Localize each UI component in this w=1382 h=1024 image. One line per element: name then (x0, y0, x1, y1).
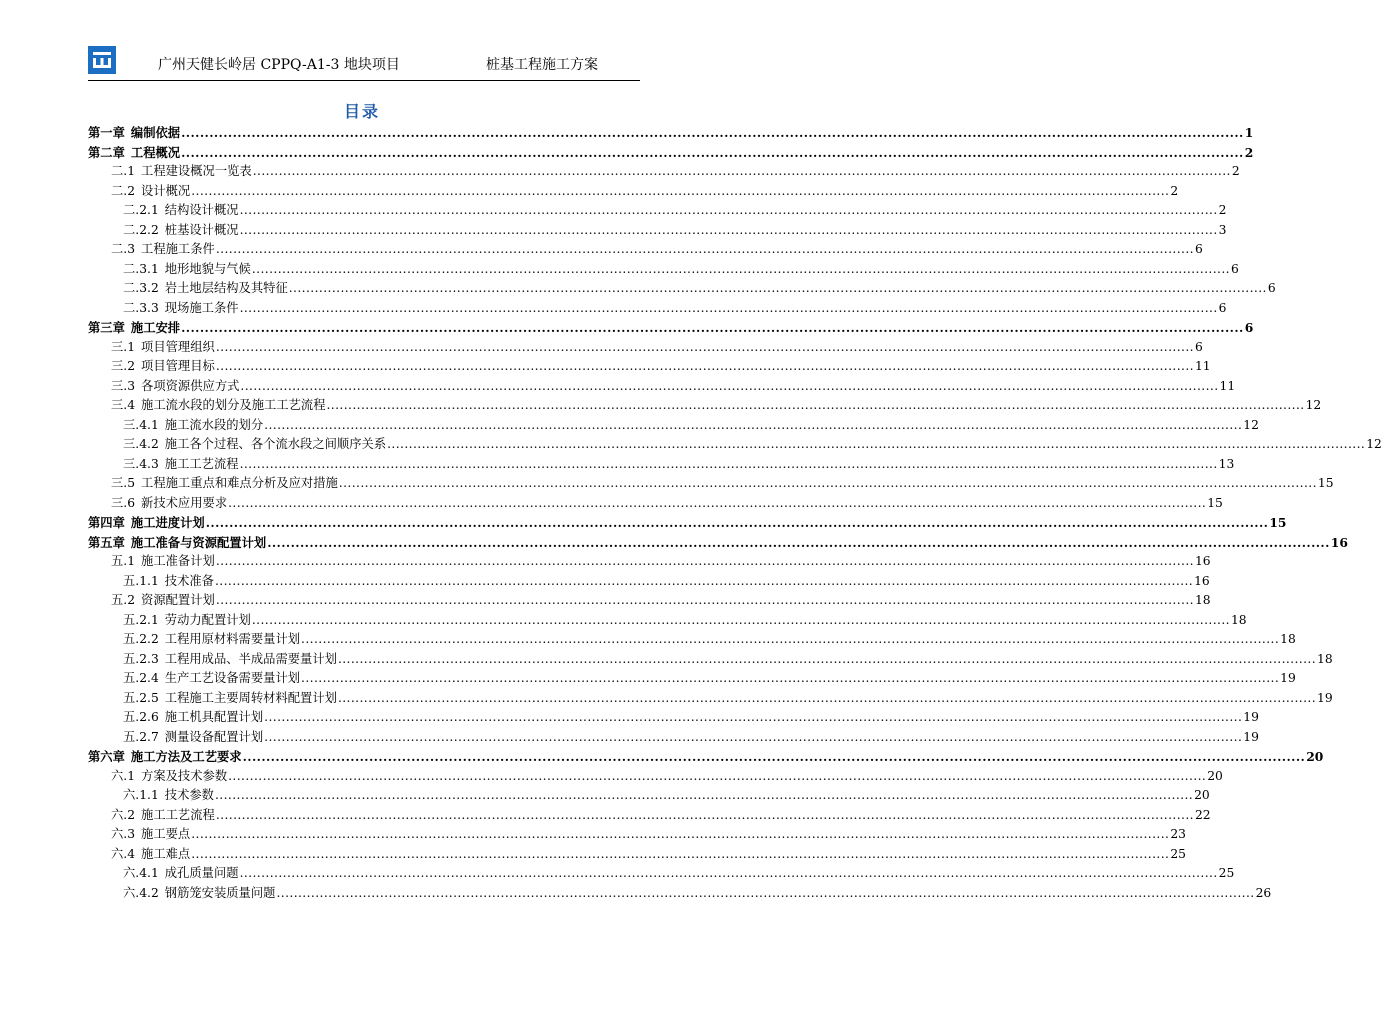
toc-entry-number: 二.3 (111, 242, 136, 256)
toc-entry-title: 施工各个过程、各个流水段之间顺序关系 (164, 437, 387, 451)
toc-entry-number: 五.2.2 (123, 632, 159, 646)
toc-entry-title: 施工工艺流程 (141, 807, 215, 822)
toc-dot-leader: ................................................................................................................................................................................................................................... (228, 495, 1207, 510)
toc-entry-number: 六.2 (111, 807, 136, 822)
toc-entry[interactable] (88, 435, 1382, 455)
toc-entry-number: 二.2 (111, 183, 136, 198)
toc-entry-page: 13 (1218, 456, 1235, 471)
toc-entry-page: 20 (1306, 749, 1324, 764)
toc-entry-title: 测量设备配置计划 (164, 729, 264, 744)
toc-dot-leader: ................................................................................................................................................................................................................................... (264, 417, 1243, 432)
toc-entry-page: 19 (1280, 671, 1296, 685)
toc-entry-title: 生产工艺设备需要量计划 (164, 671, 301, 685)
toc-entry[interactable] (88, 513, 1287, 533)
toc-entry-number: 五.1 (111, 554, 136, 568)
toc-entry-page: 20 (1207, 768, 1223, 783)
toc-entry-title: 结构设计概况 (164, 203, 239, 217)
toc-entry[interactable] (88, 630, 1296, 650)
toc-entry-title: 技术准备 (164, 573, 214, 588)
toc-dot-leader: ................................................................................................................................................................................................................................... (337, 651, 1317, 666)
toc-entry-number: 五.2.5 (123, 690, 159, 705)
toc-dot-leader: ................................................................................................................................................................................................................................... (215, 339, 1194, 354)
toc-entry-page: 11 (1219, 378, 1236, 393)
toc-entry[interactable] (88, 708, 1259, 728)
toc-entry-title: 劳动力配置计划 (164, 612, 251, 627)
toc-entry-page: 16 (1194, 573, 1210, 588)
toc-entry-page: 16 (1194, 554, 1211, 568)
toc-entry-title: 施工安排 (130, 320, 181, 335)
toc-entry[interactable] (88, 611, 1247, 631)
toc-entry[interactable] (88, 825, 1186, 845)
toc-entry[interactable] (88, 494, 1223, 514)
toc-entry[interactable] (88, 143, 1254, 163)
toc-entry-page: 22 (1194, 807, 1211, 822)
toc-dot-leader: ................................................................................................................................................................................................................................... (276, 885, 1255, 900)
toc-dot-leader: ................................................................................................................................................................................................................................... (239, 203, 1218, 217)
toc-dot-leader: ................................................................................................................................................................................................................................... (228, 768, 1207, 783)
toc-entry[interactable] (88, 845, 1186, 865)
toc-entry-page: 6 (1218, 300, 1227, 315)
toc-dot-leader: ................................................................................................................................................................................................................................... (215, 242, 1194, 256)
toc-entry[interactable] (88, 338, 1203, 358)
toc-entry[interactable] (88, 864, 1235, 884)
toc-entry-page: 15 (1317, 476, 1334, 490)
toc-entry-title: 施工难点 (141, 846, 191, 861)
toc-entry-title: 各项资源供应方式 (141, 378, 240, 393)
toc-dot-leader: ................................................................................................................................................................................................................................... (215, 359, 1194, 373)
toc-entry-number: 三.3 (111, 378, 136, 393)
toc-dot-leader: ................................................................................................................................................................................................................................... (264, 710, 1243, 724)
toc-dot-leader: ................................................................................................................................................................................................................................... (181, 125, 1244, 140)
toc-entry-number: 二.2.1 (123, 203, 159, 217)
toc-dot-leader: ................................................................................................................................................................................................................................... (181, 320, 1244, 335)
toc-entry-title: 编制依据 (130, 125, 181, 140)
toc-entry[interactable] (88, 669, 1296, 689)
toc-dot-leader: ................................................................................................................................................................................................................................... (191, 846, 1170, 861)
toc-dot-leader: ................................................................................................................................................................................................................................... (214, 788, 1194, 802)
toc-entry-page: 6 (1194, 339, 1203, 354)
toc-entry-page: 18 (1230, 612, 1247, 627)
toc-entry-page: 6 (1194, 242, 1203, 256)
toc-entry[interactable] (88, 416, 1259, 436)
toc-dot-leader: ................................................................................................................................................................................................................................... (239, 300, 1218, 315)
toc-dot-leader: ................................................................................................................................................................................................................................... (387, 437, 1366, 451)
toc-entry-title: 项目管理组织 (141, 339, 215, 354)
toc-entry-number: 三.4 (111, 398, 136, 412)
toc-dot-leader: ................................................................................................................................................................................................................................... (214, 573, 1194, 588)
toc-entry-number: 三.5 (111, 476, 136, 490)
toc-entry[interactable] (88, 786, 1210, 806)
toc-entry-title: 工程建设概况一览表 (141, 164, 252, 178)
toc-entry-title: 施工要点 (141, 827, 191, 841)
company-logo-icon (88, 46, 116, 74)
toc-entry[interactable] (88, 728, 1259, 748)
toc-entry-page: 12 (1243, 417, 1259, 432)
toc-entry[interactable] (88, 806, 1211, 826)
toc-entry-number: 五.2.1 (123, 612, 159, 627)
table-of-contents (88, 123, 1382, 903)
toc-entry-number: 三.4.2 (123, 437, 159, 451)
toc-entry[interactable] (88, 357, 1211, 377)
toc-entry-page: 19 (1317, 690, 1333, 705)
toc-entry-number: 三.6 (111, 495, 136, 510)
toc-entry[interactable] (88, 455, 1235, 475)
toc-entry-title: 施工准备计划 (141, 554, 215, 568)
toc-entry-title: 施工方法及工艺要求 (130, 749, 242, 764)
toc-entry-title: 工程用成品、半成品需要量计划 (164, 651, 337, 666)
toc-entry-page: 16 (1330, 534, 1348, 550)
toc-entry-number: 六.3 (111, 827, 136, 841)
toc-entry[interactable] (88, 884, 1272, 904)
toc-entry[interactable] (88, 279, 1276, 299)
toc-entry[interactable] (88, 182, 1179, 202)
toc-entry-page: 18 (1317, 651, 1333, 666)
toc-entry-number: 五.2.7 (123, 729, 159, 744)
toc-entry-title: 工程施工主要周转材料配置计划 (164, 690, 337, 705)
toc-entry-page: 1 (1244, 125, 1254, 140)
toc-entry-number: 三.4.3 (123, 456, 159, 471)
toc-entry-title: 施工准备与资源配置计划 (130, 534, 267, 550)
toc-entry-page: 12 (1366, 437, 1382, 451)
toc-entry-page: 6 (1244, 320, 1254, 335)
toc-entry-title: 工程概况 (130, 144, 181, 160)
toc-entry-number: 二.3.3 (123, 300, 159, 315)
toc-dot-leader: ................................................................................................................................................................................................................................... (267, 534, 1330, 550)
toc-entry-number: 第三章 (88, 320, 125, 335)
toc-entry-number: 六.4.2 (123, 885, 159, 900)
toc-dot-leader: ................................................................................................................................................................................................................................... (181, 144, 1244, 160)
toc-entry[interactable] (88, 572, 1210, 592)
toc-entry-page: 12 (1305, 398, 1322, 412)
toc-dot-leader: ................................................................................................................................................................................................................................... (215, 593, 1194, 607)
toc-dot-leader: ................................................................................................................................................................................................................................... (215, 807, 1194, 822)
toc-dot-leader: ................................................................................................................................................................................................................................... (338, 476, 1317, 490)
toc-entry[interactable] (88, 162, 1240, 182)
toc-entry-page: 18 (1280, 632, 1296, 646)
toc-entry-number: 五.2.4 (123, 671, 159, 685)
toc-dot-leader: ................................................................................................................................................................................................................................... (251, 612, 1230, 627)
toc-entry-page: 3 (1218, 222, 1227, 237)
toc-entry-number: 二.3.2 (123, 281, 159, 295)
toc-entry-number: 第五章 (88, 534, 125, 550)
toc-entry-title: 钢筋笼安装质量问题 (164, 885, 276, 900)
toc-entry-title: 工程施工重点和难点分析及应对措施 (141, 476, 338, 490)
toc-entry-number: 二.2.2 (123, 222, 159, 237)
toc-entry-page: 18 (1194, 593, 1211, 607)
toc-entry-number: 六.1.1 (123, 788, 159, 802)
toc-entry-page: 23 (1170, 827, 1186, 841)
header-project-name: 广州天健长岭居 CPPQ-A1-3 地块项目 (158, 57, 400, 73)
page-header (88, 44, 638, 82)
toc-dot-leader: ................................................................................................................................................................................................................................... (301, 671, 1280, 685)
toc-entry[interactable] (88, 767, 1223, 787)
toc-entry-number: 第一章 (88, 125, 125, 140)
toc-dot-leader: ................................................................................................................................................................................................................................... (191, 183, 1170, 198)
toc-entry-title: 岩土地层结构及其特征 (164, 281, 288, 295)
toc-entry-title: 工程施工条件 (141, 242, 215, 256)
toc-entry-page: 2 (1170, 183, 1179, 198)
toc-dot-leader: ................................................................................................................................................................................................................................... (191, 827, 1170, 841)
toc-entry-page: 6 (1267, 281, 1276, 295)
toc-entry-page: 2 (1231, 164, 1240, 178)
toc-dot-leader: ................................................................................................................................................................................................................................... (205, 515, 1269, 530)
toc-entry-title: 桩基设计概况 (164, 222, 239, 237)
toc-dot-leader: ................................................................................................................................................................................................................................... (251, 261, 1230, 276)
toc-entry-title: 技术参数 (164, 788, 214, 802)
header-divider (88, 80, 640, 81)
toc-entry-number: 三.4.1 (123, 417, 159, 432)
toc-dot-leader: ................................................................................................................................................................................................................................... (337, 690, 1317, 705)
toc-entry-title: 方案及技术参数 (141, 768, 228, 783)
toc-entry[interactable] (88, 689, 1333, 709)
toc-entry-page: 11 (1194, 359, 1211, 373)
toc-entry-title: 施工流水段的划分 (164, 417, 264, 432)
toc-dot-leader: ................................................................................................................................................................................................................................... (239, 222, 1218, 237)
toc-entry[interactable] (88, 260, 1239, 280)
toc-dot-leader: ................................................................................................................................................................................................................................... (301, 632, 1280, 646)
toc-entry[interactable] (88, 474, 1334, 494)
toc-entry-number: 六.4 (111, 846, 136, 861)
toc-entry-number: 五.2 (111, 593, 136, 607)
toc-entry-title: 资源配置计划 (141, 593, 215, 607)
toc-entry-title: 工程用原材料需要量计划 (164, 632, 301, 646)
toc-entry-title: 成孔质量问题 (164, 866, 239, 880)
toc-entry-number: 三.2 (111, 359, 136, 373)
toc-entry-number: 六.1 (111, 768, 136, 783)
toc-entry-title: 新技术应用要求 (141, 495, 228, 510)
toc-entry-title: 项目管理目标 (141, 359, 215, 373)
toc-entry[interactable] (88, 591, 1211, 611)
toc-title: 目录 (343, 102, 380, 121)
toc-entry-number: 六.4.1 (123, 866, 159, 880)
toc-entry-number: 二.1 (111, 164, 136, 178)
toc-entry-page: 26 (1255, 885, 1272, 900)
toc-dot-leader: ................................................................................................................................................................................................................................... (240, 378, 1219, 393)
toc-entry-page: 2 (1218, 203, 1227, 217)
toc-dot-leader: ................................................................................................................................................................................................................................... (239, 456, 1218, 471)
toc-entry-title: 现场施工条件 (164, 300, 239, 315)
toc-entry-page: 15 (1207, 495, 1223, 510)
toc-entry-page: 20 (1194, 788, 1210, 802)
toc-entry-page: 19 (1243, 729, 1259, 744)
toc-dot-leader: ................................................................................................................................................................................................................................... (288, 281, 1267, 295)
toc-entry[interactable] (88, 318, 1254, 338)
toc-dot-leader: ................................................................................................................................................................................................................................... (264, 729, 1243, 744)
toc-entry-number: 五.2.3 (123, 651, 159, 666)
toc-entry[interactable] (88, 201, 1227, 221)
toc-entry[interactable] (88, 377, 1236, 397)
toc-entry[interactable] (88, 552, 1211, 572)
toc-dot-leader: ................................................................................................................................................................................................................................... (242, 749, 1306, 764)
toc-entry-page: 2 (1244, 144, 1254, 160)
toc-entry-number: 三.1 (111, 339, 136, 354)
toc-entry-page: 6 (1230, 261, 1239, 276)
toc-entry[interactable] (88, 221, 1227, 241)
toc-entry[interactable] (88, 650, 1333, 670)
toc-entry-page: 15 (1269, 515, 1287, 530)
toc-entry-title: 设计概况 (141, 183, 191, 198)
toc-entry-title: 地形地貌与气候 (164, 261, 251, 276)
toc-dot-leader: ................................................................................................................................................................................................................................... (239, 866, 1218, 880)
toc-entry-number: 第六章 (88, 749, 125, 764)
toc-entry-number: 第二章 (88, 144, 125, 160)
toc-entry-page: 25 (1170, 846, 1186, 861)
toc-entry-number: 二.3.1 (123, 261, 159, 276)
toc-entry-title: 施工机具配置计划 (164, 710, 264, 724)
toc-entry-number: 第四章 (88, 515, 125, 530)
toc-entry[interactable] (88, 396, 1322, 416)
toc-entry-page: 19 (1243, 710, 1259, 724)
toc-dot-leader: ................................................................................................................................................................................................................................... (326, 398, 1305, 412)
toc-entry-number: 五.1.1 (123, 573, 159, 588)
toc-entry[interactable] (88, 240, 1203, 260)
toc-entry-page: 25 (1218, 866, 1235, 880)
toc-entry-number: 五.2.6 (123, 710, 159, 724)
toc-entry-title: 施工进度计划 (130, 515, 205, 530)
toc-dot-leader: ................................................................................................................................................................................................................................... (252, 164, 1231, 178)
toc-entry[interactable] (88, 533, 1348, 553)
header-document-name: 桩基工程施工方案 (486, 57, 598, 73)
toc-entry[interactable] (88, 123, 1254, 143)
toc-entry[interactable] (88, 299, 1227, 319)
toc-entry-title: 施工工艺流程 (164, 456, 239, 471)
toc-dot-leader: ................................................................................................................................................................................................................................... (215, 554, 1194, 568)
toc-entry-title: 施工流水段的划分及施工工艺流程 (141, 398, 326, 412)
toc-entry[interactable] (88, 747, 1324, 767)
